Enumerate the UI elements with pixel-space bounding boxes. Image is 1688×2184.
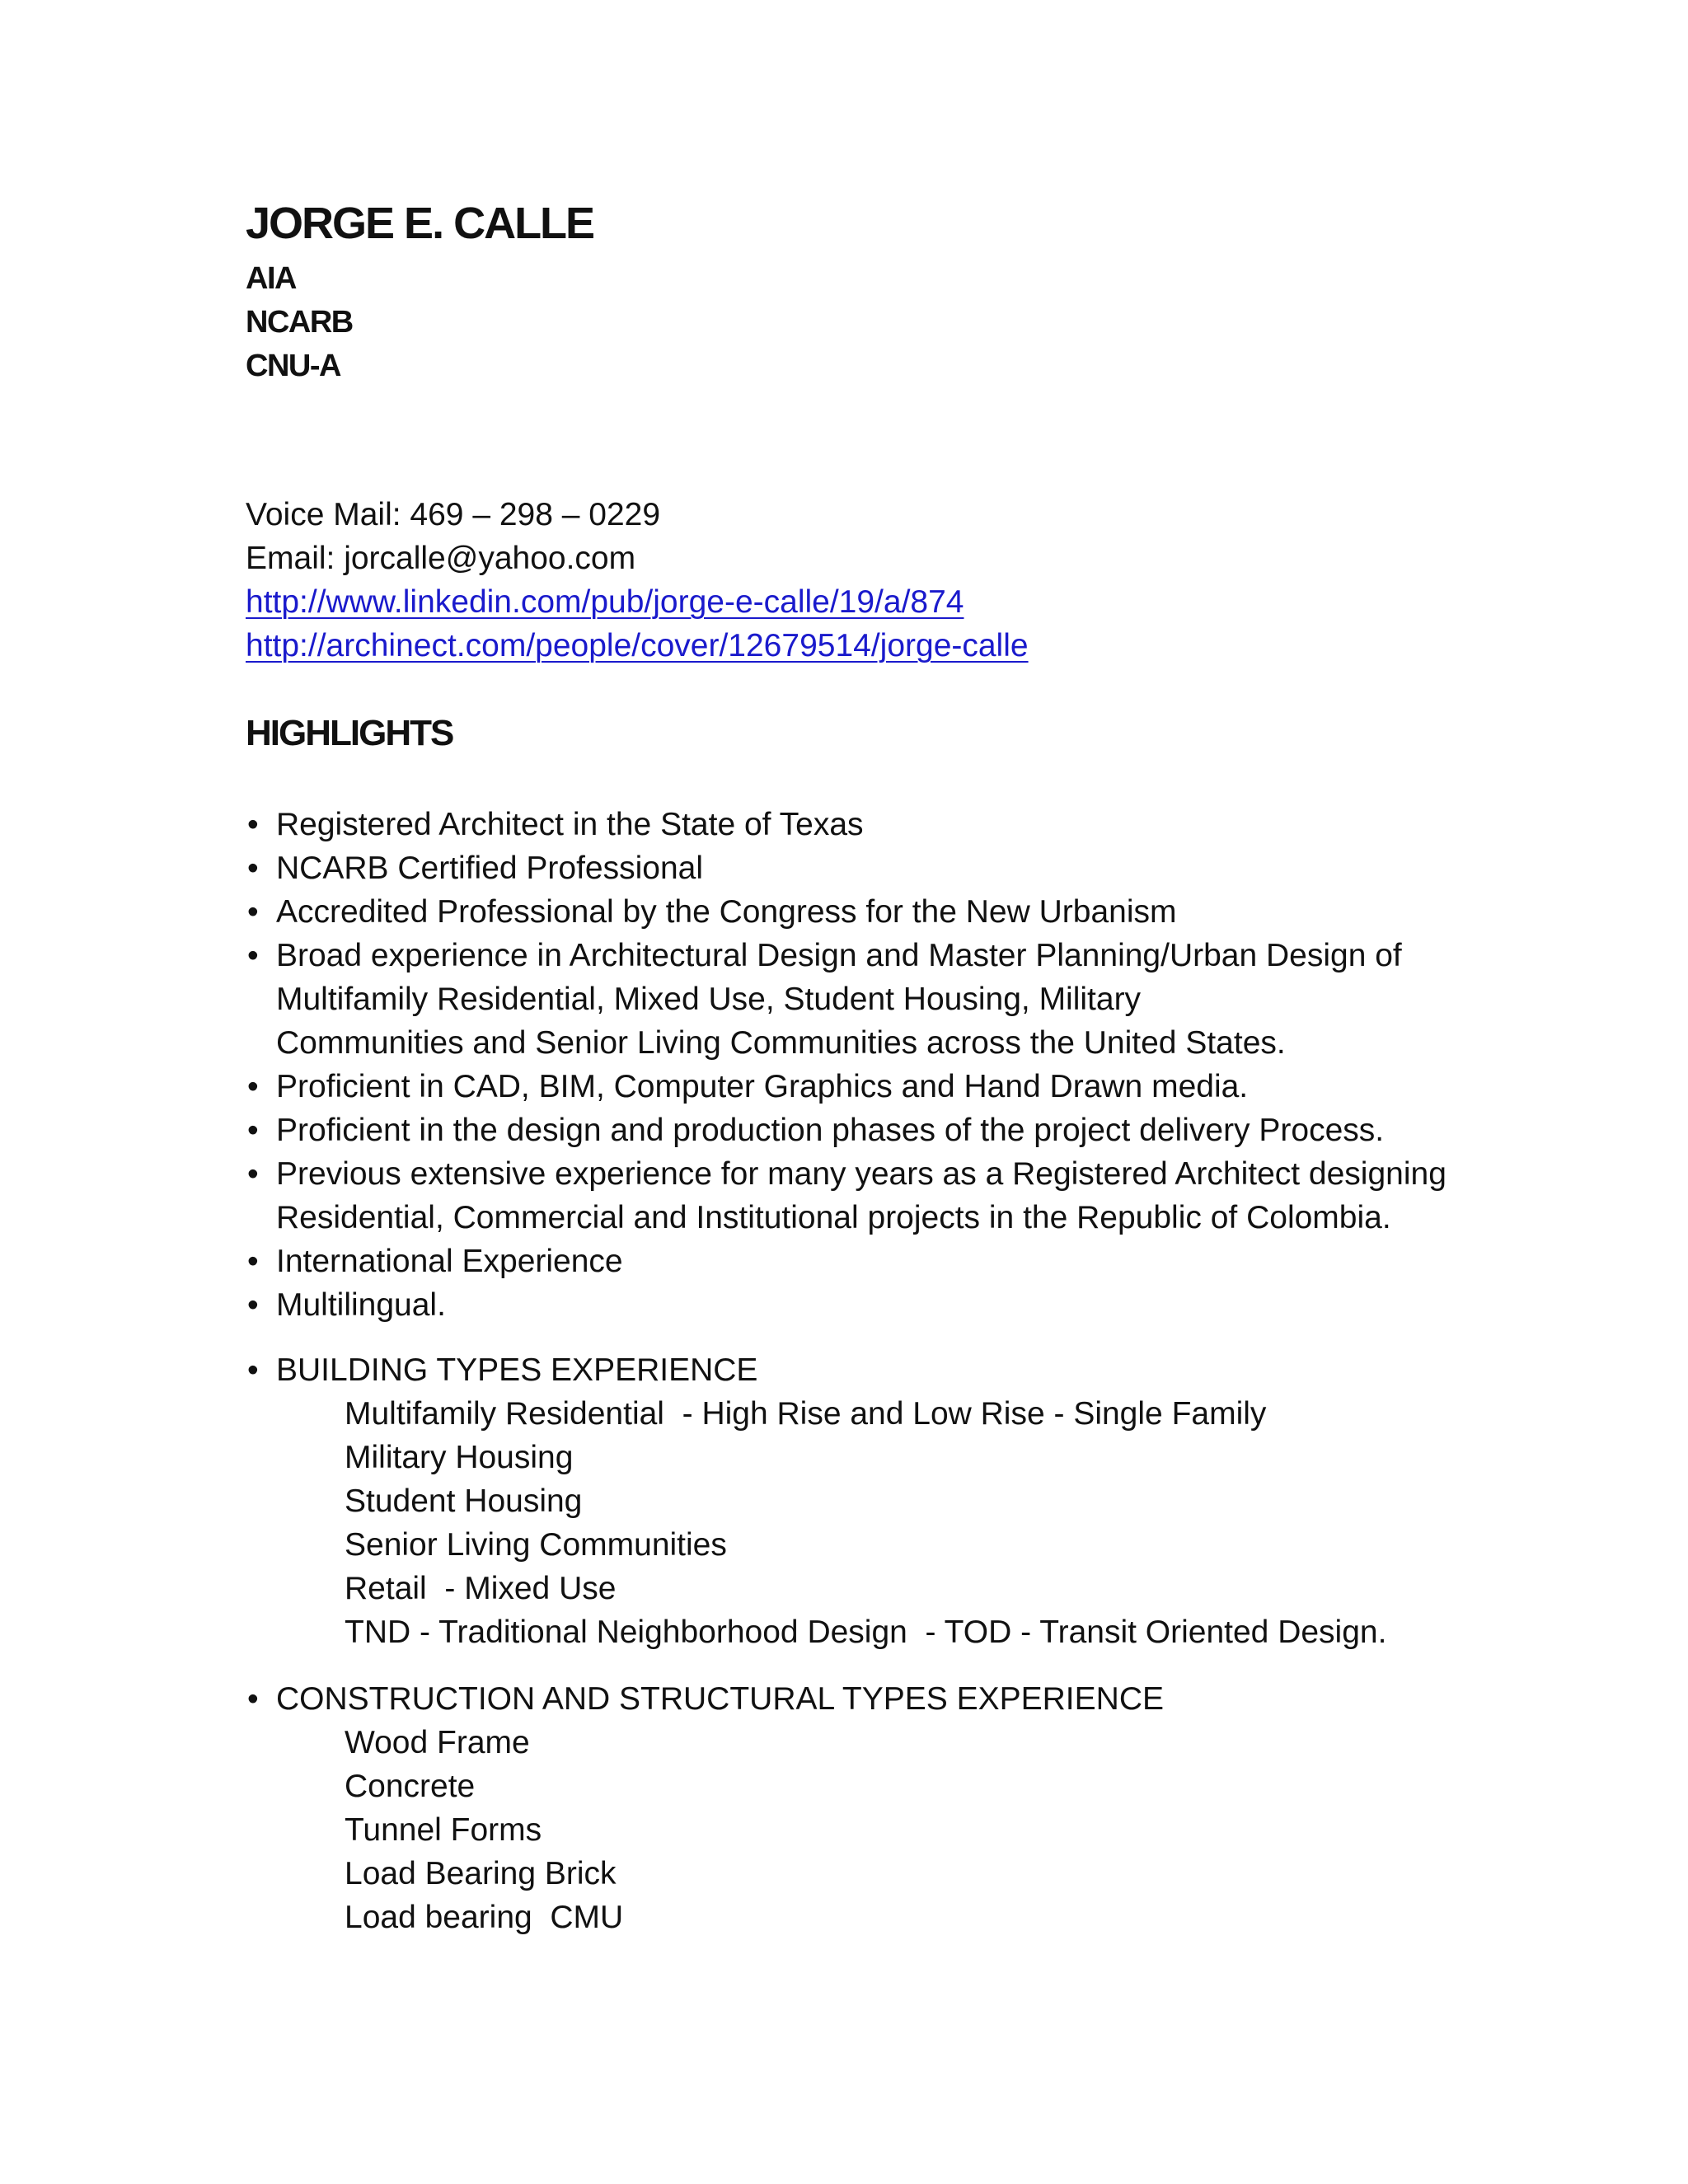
building-types-list	[246, 1392, 1482, 1654]
highlight-text: International Experience	[276, 1244, 623, 1279]
building-types-section	[246, 1348, 1482, 1654]
linkedin-link[interactable]: http://www.linkedin.com/pub/jorge-e-calle/19/a/874	[246, 584, 964, 620]
credential-aia: AIA	[246, 261, 296, 296]
highlight-item	[246, 846, 1449, 890]
highlight-text: Communities and Senior Living Communities across the United States.	[276, 1025, 1286, 1061]
highlight-item	[246, 1240, 1449, 1283]
highlight-item	[246, 1152, 1449, 1240]
email-text: Email: jorcalle@yahoo.com	[246, 541, 636, 576]
highlights-list	[246, 803, 1449, 1327]
highlight-text: Proficient in CAD, BIM, Computer Graphics and Hand Drawn media.	[276, 1069, 1249, 1104]
candidate-name: JORGE E. CALLE	[246, 199, 594, 248]
construction-type-item: Tunnel Forms	[345, 1812, 542, 1848]
highlight-text: Previous extensive experience for many years as a Registered Architect designing	[276, 1156, 1447, 1192]
contact-block	[246, 493, 1482, 668]
building-type-item: Military Housing	[345, 1440, 574, 1475]
bullet-mark: •	[247, 1156, 259, 1192]
building-type-item: Retail - Mixed Use	[345, 1571, 617, 1606]
bullet-mark: •	[247, 1113, 259, 1148]
construction-types-title: CONSTRUCTION AND STRUCTURAL TYPES EXPERIENCE	[276, 1681, 1164, 1717]
credential-cnu-a: CNU-A	[246, 349, 340, 383]
bullet-mark: •	[247, 1244, 259, 1279]
archinect-link[interactable]: http://archinect.com/people/cover/12679514/jorge-calle	[246, 628, 1029, 663]
highlight-text: Accredited Professional by the Congress for the New Urbanism	[276, 894, 1177, 930]
building-type-item: Senior Living Communities	[345, 1527, 727, 1563]
highlight-text: Residential, Commercial and Institutional projects in the Republic of Colombia.	[276, 1200, 1391, 1235]
bullet-mark: •	[247, 1069, 259, 1104]
building-type-item: Multifamily Residential - High Rise and Low Rise - Single Family	[345, 1396, 1267, 1432]
highlight-item	[246, 1108, 1449, 1152]
credentials-block	[246, 257, 740, 388]
bullet-mark: •	[247, 938, 259, 973]
highlight-text: Multilingual.	[276, 1287, 446, 1323]
building-types-title: BUILDING TYPES EXPERIENCE	[276, 1352, 758, 1388]
building-types-heading	[246, 1348, 1482, 1392]
highlight-item	[246, 934, 1449, 1065]
bullet-mark: •	[247, 1287, 259, 1323]
bullet-mark: •	[247, 1681, 259, 1717]
construction-types-section	[246, 1677, 1482, 1939]
construction-type-item: Load bearing CMU	[345, 1900, 624, 1935]
bullet-mark: •	[247, 1352, 259, 1388]
construction-type-item: Wood Frame	[345, 1725, 530, 1760]
highlight-item	[246, 803, 1449, 846]
highlight-text: Broad experience in Architectural Design and Master Planning/Urban Design of	[276, 938, 1402, 973]
voice-mail-text: Voice Mail: 469 – 298 – 0229	[246, 497, 661, 532]
highlight-text: Proficient in the design and production phases of the project delivery Process.	[276, 1113, 1385, 1148]
highlight-text: NCARB Certified Professional	[276, 851, 704, 886]
bullet-mark: •	[247, 851, 259, 886]
highlight-text: Registered Architect in the State of Texas	[276, 807, 864, 842]
building-type-item: Student Housing	[345, 1483, 583, 1519]
construction-type-item: Concrete	[345, 1769, 476, 1804]
highlights-heading: HIGHLIGHTS	[246, 713, 453, 753]
construction-types-heading	[246, 1677, 1482, 1721]
highlight-text: Multifamily Residential, Mixed Use, Student Housing, Military	[276, 982, 1142, 1017]
highlight-item	[246, 890, 1449, 934]
credential-ncarb: NCARB	[246, 305, 353, 340]
construction-types-list	[246, 1721, 1482, 1939]
bullet-mark: •	[247, 894, 259, 930]
bullet-mark: •	[247, 807, 259, 842]
highlight-item	[246, 1065, 1449, 1108]
construction-type-item: Load Bearing Brick	[345, 1856, 617, 1891]
building-type-item: TND - Traditional Neighborhood Design - TOD - Transit Oriented Design.	[345, 1615, 1387, 1650]
highlight-item	[246, 1283, 1449, 1327]
